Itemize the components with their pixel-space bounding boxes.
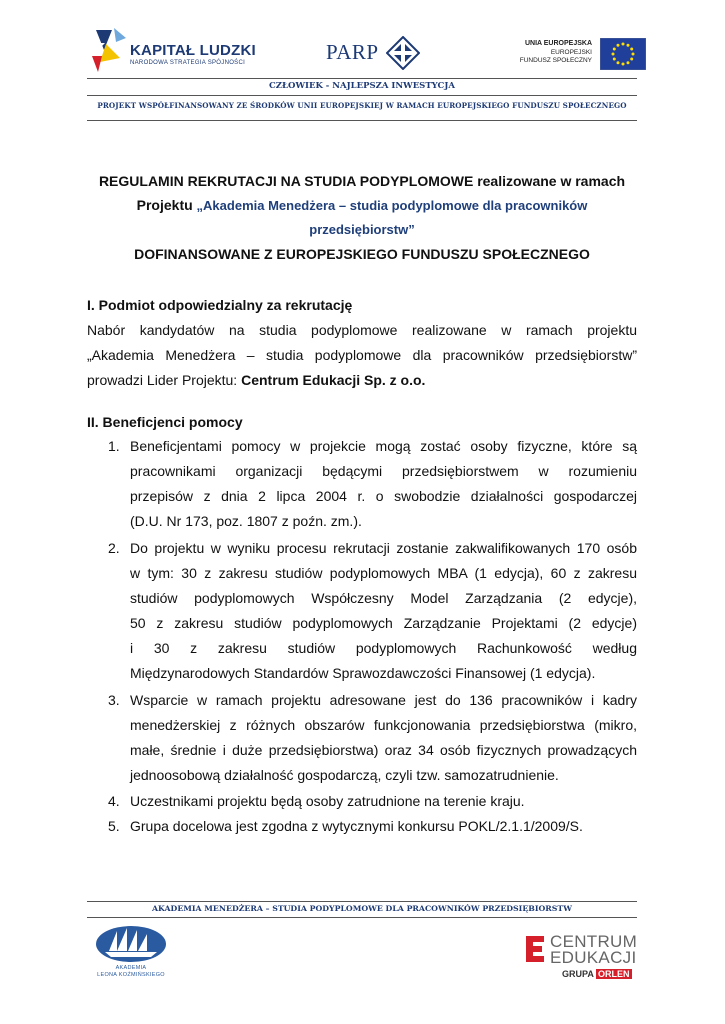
ship-emblem-icon [95,925,167,963]
list-item-number: 3. [108,692,120,708]
section-1-heading: I. Podmiot odpowiedzialny za rekrutację [87,297,353,313]
parp-diamond-icon [386,36,420,70]
title-line-2-prefix: Projektu [136,197,197,213]
orlen-label: ORLEN [598,969,630,979]
footer-project-name: AKADEMIA MENEDŻERA – STUDIA PODYPLOMOWE DLA PRACOWNIKÓW PRZEDSIĘBIORSTW [152,904,572,913]
title-line-4: DOFINANSOWANE Z EUROPEJSKIEGO FUNDUSZU SPOŁECZNEGO [134,246,590,262]
list-item-line: Do projektu w wyniku procesu rekrutacji zostanie zakwalifikowanych 170 osób [130,540,637,556]
list-item-number: 4. [108,793,120,809]
list-item-line: przepisów z dnia 2 lipca 2004 r. o swobodzie działalności gospodarczej [130,488,637,504]
list-item-line: studiów podyplomowych Współczesny Model Zarządzania (2 edycje), [130,590,637,606]
parp-logo [326,36,426,70]
list-item-line: w tym: 30 z zakresu studiów podyplomowych MBA (1 edycja), 60 z zakresu [130,565,637,581]
header-rule-bottom [87,120,637,121]
section-1-lead-partner: Centrum Edukacji Sp. z o.o. [241,372,426,388]
title-line-1: REGULAMIN REKRUTACJI NA STUDIA PODYPLOMOWE realizowane w ramach [98,173,626,189]
kapital-ludzki-emblem-icon [90,28,128,74]
list-item-line: Uczestnikami projektu będą osoby zatrudnione na terenie kraju. [130,793,525,809]
list-item-line: 50 z zakresu studiów podyplomowych Zarządzanie Projektami (2 edycje) [130,615,637,631]
section-1-line-2: „Akademia Menedżera – studia podyplomowe dla pracowników przedsiębiorstw” [87,347,637,363]
akademia-line-2: LEONA KOŹMIŃSKIEGO [97,972,165,978]
header-cofinance: PROJEKT WSPÓŁFINANSOWANY ZE ŚRODKÓW UNII EUROPEJSKIEJ W RAMACH EUROPEJSKIEGO FUNDUSZU SPOŁECZNEGO [97,101,627,110]
title-line-3: przedsiębiorstw” [309,222,415,237]
centrum-edukacji-line-1: CENTRUM [550,932,638,951]
title-line-2 [87,197,637,213]
akademia-logo [95,925,167,981]
list-item-line: Wsparcie w ramach projektu adresowane jest do 136 pracowników i kadry [130,692,637,708]
kapital-ludzki-title: KAPITAŁ LUDZKI [130,42,256,59]
header-rule-mid [87,95,637,96]
eu-fund-line2: FUNDUSZ SPOŁECZNY [519,57,592,64]
footer-rule-bottom [87,917,637,918]
list-item-line: małe, średnie i duże przedsiębiorstwa) oraz 34 osób fizycznych prowadzących [130,742,637,758]
header-motto: CZŁOWIEK - NAJLEPSZA INWESTYCJA [269,81,455,91]
footer-rule-top [87,901,637,902]
eu-flag-icon [600,38,646,70]
list-item-line: Międzynarodowych Standardów Sprawozdawczości Finansowej (1 edycja). [130,665,596,681]
list-item-line: pracownikami organizacji będącymi przedsiębiorstwem w rozumieniu [130,463,637,479]
section-1-line-1: Nabór kandydatów na studia podyplomowe realizowane w ramach projektu [87,322,637,338]
list-item-line: i 30 z zakresu studiów podyplomowych Rachunkowość według [130,640,637,656]
section-1-line-3-prefix: prowadzi Lider Projektu: [87,372,242,388]
grupa-orlen-badge [562,969,632,979]
parp-text: PARP [326,40,379,64]
kapital-ludzki-subtitle: NARODOWA STRATEGIA SPÓJNOŚCI [130,60,246,66]
grupa-label: GRUPA [562,969,594,979]
akademia-line-1: AKADEMIA [115,965,147,971]
header-rule-top [87,78,637,79]
centrum-edukacji-logo [524,932,638,980]
kapital-ludzki-logo [90,28,256,76]
list-item-line: Beneficjentami pomocy w projekcie mogą zostać osoby fizyczne, które są [130,438,637,454]
list-item-line: (D.U. Nr 173, poz. 1807 z poźn. zm.). [130,513,362,529]
list-item-number: 5. [108,818,120,834]
title-line-2-project: „Akademia Menedżera – studia podyplomowe dla pracowników [196,198,588,213]
list-item-line: menedżerskiej z różnych obszarów funkcjonowania przedsiębiorstwa (mikro, [130,717,637,733]
eu-fund-line1: EUROPEJSKI [550,49,592,56]
list-item-number: 1. [108,438,120,454]
section-2-heading: II. Beneficjenci pomocy [87,414,243,430]
list-item-number: 2. [108,540,120,556]
list-item-line: Grupa docelowa jest zgodna z wytycznymi konkursu POKL/2.1.1/2009/S. [130,818,583,834]
eu-logo [520,36,650,72]
list-item-line: jednoosobową działalność gospodarczą, czyli tzw. samozatrudnienie. [130,767,559,783]
centrum-edukacji-e-icon [524,934,546,964]
eu-title: UNIA EUROPEJSKA [524,40,592,47]
section-1-line-3 [87,372,637,388]
centrum-edukacji-line-2: EDUKACJI [550,948,637,967]
